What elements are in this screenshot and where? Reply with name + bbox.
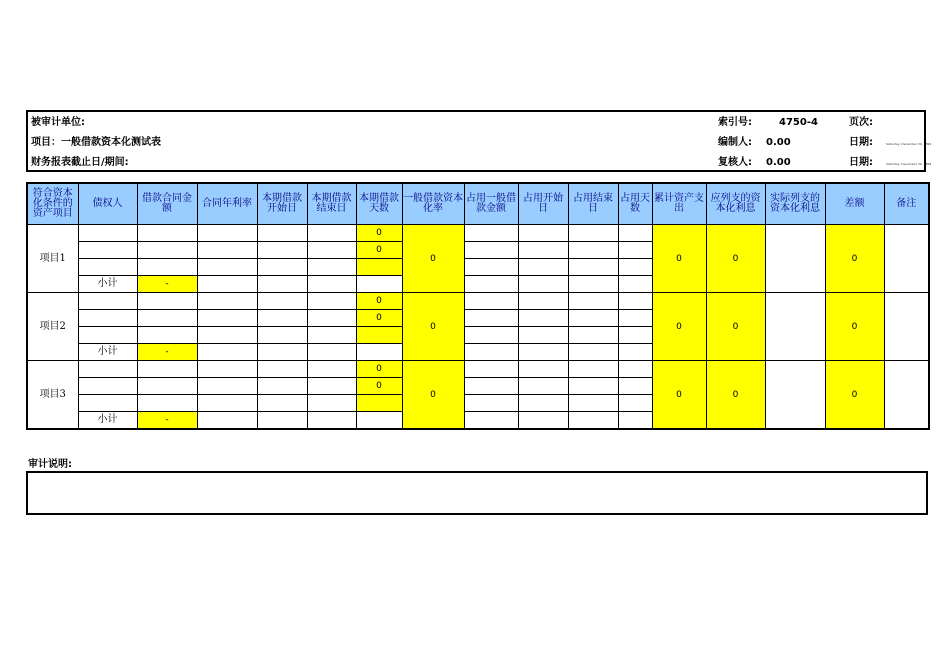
cell-remarks[interactable]: [884, 225, 929, 293]
cell-loan-end[interactable]: [307, 361, 356, 378]
cell-creditor[interactable]: [78, 395, 137, 412]
cell-creditor[interactable]: [78, 327, 137, 344]
cell-occupy-end[interactable]: [568, 293, 618, 310]
cell-occupy-end[interactable]: [568, 327, 618, 344]
cell-contract-amount[interactable]: [137, 310, 197, 327]
col-annual-rate: 合同年利率: [197, 183, 257, 225]
cell-expected-interest[interactable]: 0: [706, 293, 765, 361]
reviewer-value: 0.00: [766, 157, 791, 168]
cell-loan-start[interactable]: [257, 310, 307, 327]
cell-annual-rate[interactable]: [197, 293, 257, 310]
date-value-1: Saturday, December 30, 1899: [886, 142, 932, 146]
table-row: [27, 293, 929, 310]
cell-capitalization-rate[interactable]: 0: [402, 361, 464, 430]
cell-difference[interactable]: 0: [825, 293, 884, 361]
cell-difference[interactable]: 0: [825, 225, 884, 293]
cell-loan-end[interactable]: [307, 412, 356, 430]
cell-loan-days[interactable]: [356, 344, 402, 361]
cell-occupy-end[interactable]: [568, 276, 618, 293]
cell-capitalization-rate[interactable]: 0: [402, 293, 464, 361]
cell-occupy-start[interactable]: [518, 361, 568, 378]
cell-loan-end[interactable]: [307, 259, 356, 276]
cell-expected-interest[interactable]: 0: [706, 225, 765, 293]
cell-occupy-end[interactable]: [568, 395, 618, 412]
subtotal-label: 小计: [78, 412, 137, 430]
cell-occupied-amount[interactable]: [464, 395, 518, 412]
cell-annual-rate[interactable]: [197, 378, 257, 395]
cell-occupy-end[interactable]: [568, 259, 618, 276]
cell-annual-rate[interactable]: [197, 412, 257, 430]
col-difference: 差额: [825, 183, 884, 225]
cell-occupy-start[interactable]: [518, 293, 568, 310]
cell-difference[interactable]: 0: [825, 361, 884, 430]
cell-occupy-end[interactable]: [568, 242, 618, 259]
cell-loan-end[interactable]: [307, 242, 356, 259]
cell-loan-start[interactable]: [257, 242, 307, 259]
col-occupy-end: 占用结束日: [568, 183, 618, 225]
cell-creditor[interactable]: [78, 378, 137, 395]
cell-contract-amount[interactable]: [137, 327, 197, 344]
cell-loan-end[interactable]: [307, 327, 356, 344]
cell-creditor[interactable]: [78, 225, 137, 242]
cell-loan-start[interactable]: [257, 378, 307, 395]
cell-remarks[interactable]: [884, 361, 929, 430]
cell-occupy-start[interactable]: [518, 395, 568, 412]
table-row: [27, 361, 929, 378]
cell-occupied-amount[interactable]: [464, 242, 518, 259]
asset-item-name: 项目3: [27, 361, 78, 430]
cell-occupy-days[interactable]: [618, 310, 652, 327]
col-capitalization-rate: 一般借款资本化率: [402, 183, 464, 225]
cell-occupy-days[interactable]: [618, 344, 652, 361]
cell-annual-rate[interactable]: [197, 276, 257, 293]
cell-actual-interest[interactable]: [765, 225, 825, 293]
cell-loan-days[interactable]: [356, 276, 402, 293]
preparer-label: 编制人:: [718, 137, 752, 148]
subtotal-label: 小计: [78, 276, 137, 293]
cell-contract-amount[interactable]: [137, 259, 197, 276]
cell-occupy-days[interactable]: [618, 361, 652, 378]
cell-loan-end[interactable]: [307, 395, 356, 412]
cell-occupied-amount[interactable]: [464, 310, 518, 327]
cell-occupy-end[interactable]: [568, 378, 618, 395]
date-label-2: 日期:: [849, 157, 873, 168]
cell-loan-days[interactable]: [356, 412, 402, 430]
col-loan-start: 本期借款开始日: [257, 183, 307, 225]
cell-loan-end[interactable]: [307, 276, 356, 293]
asset-item-name: 项目1: [27, 225, 78, 293]
cell-occupy-end[interactable]: [568, 344, 618, 361]
cell-loan-start[interactable]: [257, 327, 307, 344]
cell-occupy-start[interactable]: [518, 310, 568, 327]
col-cumulative-expense: 累计资产支出: [652, 183, 706, 225]
audit-notes-box[interactable]: [26, 471, 928, 515]
col-occupy-days: 占用天数: [618, 183, 652, 225]
cell-loan-start[interactable]: [257, 361, 307, 378]
cell-creditor[interactable]: [78, 242, 137, 259]
col-asset-item: 符合资本化条件的资产项目: [27, 183, 78, 225]
cell-loan-days[interactable]: 0: [356, 361, 402, 378]
table-row: [27, 225, 929, 242]
cell-loan-start[interactable]: [257, 276, 307, 293]
cell-loan-start[interactable]: [257, 395, 307, 412]
project-title: 项目：一般借款资本化测试表: [31, 137, 161, 148]
cell-occupied-amount[interactable]: [464, 276, 518, 293]
col-expected-interest: 应列支的资本化利息: [706, 183, 765, 225]
cell-contract-amount[interactable]: [137, 361, 197, 378]
cell-loan-end[interactable]: [307, 225, 356, 242]
cell-creditor[interactable]: [78, 310, 137, 327]
cell-occupy-days[interactable]: [618, 412, 652, 430]
cell-cumulative-expense[interactable]: 0: [652, 361, 706, 430]
cell-occupy-start[interactable]: [518, 225, 568, 242]
cell-loan-end[interactable]: [307, 344, 356, 361]
col-contract-amount: 借款合同金额: [137, 183, 197, 225]
cell-contract-amount[interactable]: [137, 293, 197, 310]
cell-loan-start[interactable]: [257, 412, 307, 430]
cell-annual-rate[interactable]: [197, 242, 257, 259]
col-occupy-start: 占用开始日: [518, 183, 568, 225]
reviewer-label: 复核人:: [718, 157, 752, 168]
cell-capitalization-rate[interactable]: 0: [402, 225, 464, 293]
cell-loan-start[interactable]: [257, 344, 307, 361]
page-label: 页次:: [849, 117, 873, 128]
table-header-row: [27, 183, 929, 225]
cell-contract-amount[interactable]: [137, 242, 197, 259]
cell-occupy-days[interactable]: [618, 225, 652, 242]
cell-occupied-amount[interactable]: [464, 344, 518, 361]
cell-occupy-days[interactable]: [618, 327, 652, 344]
asset-item-name: 项目2: [27, 293, 78, 361]
cell-occupy-days[interactable]: [618, 259, 652, 276]
cell-occupied-amount[interactable]: [464, 412, 518, 430]
cell-loan-days[interactable]: [356, 259, 402, 276]
col-loan-days: 本期借款天数: [356, 183, 402, 225]
cell-annual-rate[interactable]: [197, 361, 257, 378]
cell-occupy-start[interactable]: [518, 344, 568, 361]
cell-contract-amount[interactable]: [137, 378, 197, 395]
capitalization-test-table: [26, 182, 930, 430]
cell-cumulative-expense[interactable]: 0: [652, 225, 706, 293]
col-creditor: 债权人: [78, 183, 137, 225]
cell-occupied-amount[interactable]: [464, 293, 518, 310]
cell-loan-days[interactable]: [356, 327, 402, 344]
cell-occupy-start[interactable]: [518, 378, 568, 395]
col-remarks: 备注: [884, 183, 929, 225]
subtotal-amount[interactable]: -: [137, 344, 197, 361]
cell-creditor[interactable]: [78, 361, 137, 378]
cell-occupy-days[interactable]: [618, 378, 652, 395]
cell-loan-days[interactable]: 0: [356, 310, 402, 327]
cell-loan-start[interactable]: [257, 225, 307, 242]
cell-occupy-days[interactable]: [618, 293, 652, 310]
cell-occupy-end[interactable]: [568, 361, 618, 378]
date-label-1: 日期:: [849, 137, 873, 148]
cell-creditor[interactable]: [78, 293, 137, 310]
cell-occupy-end[interactable]: [568, 412, 618, 430]
col-occupied-amount: 占用一般借款金额: [464, 183, 518, 225]
cell-occupied-amount[interactable]: [464, 259, 518, 276]
cell-occupy-start[interactable]: [518, 242, 568, 259]
cell-occupy-end[interactable]: [568, 225, 618, 242]
cell-loan-end[interactable]: [307, 293, 356, 310]
cell-occupy-start[interactable]: [518, 327, 568, 344]
cell-loan-days[interactable]: 0: [356, 242, 402, 259]
cell-loan-start[interactable]: [257, 259, 307, 276]
cell-loan-end[interactable]: [307, 310, 356, 327]
index-label: 索引号:: [718, 117, 752, 128]
subtotal-amount[interactable]: -: [137, 276, 197, 293]
col-actual-interest: 实际列支的资本化利息: [765, 183, 825, 225]
audited-unit-label: 被审计单位:: [31, 117, 85, 128]
cell-annual-rate[interactable]: [197, 327, 257, 344]
cell-occupy-days[interactable]: [618, 276, 652, 293]
period-label: 财务报表截止日/期间:: [31, 157, 129, 168]
workpaper-header: [26, 110, 932, 172]
cell-annual-rate[interactable]: [197, 310, 257, 327]
cell-loan-days[interactable]: 0: [356, 225, 402, 242]
cell-occupy-days[interactable]: [618, 242, 652, 259]
cell-creditor[interactable]: [78, 259, 137, 276]
cell-occupy-start[interactable]: [518, 412, 568, 430]
cell-occupy-start[interactable]: [518, 276, 568, 293]
cell-occupy-end[interactable]: [568, 310, 618, 327]
preparer-value: 0.00: [766, 137, 791, 148]
subtotal-label: 小计: [78, 344, 137, 361]
cell-annual-rate[interactable]: [197, 225, 257, 242]
cell-annual-rate[interactable]: [197, 344, 257, 361]
date-value-2: Saturday, December 30, 1899: [886, 162, 932, 166]
cell-occupied-amount[interactable]: [464, 378, 518, 395]
cell-contract-amount[interactable]: [137, 395, 197, 412]
cell-cumulative-expense[interactable]: 0: [652, 293, 706, 361]
cell-remarks[interactable]: [884, 293, 929, 361]
cell-occupy-start[interactable]: [518, 259, 568, 276]
cell-loan-days[interactable]: 0: [356, 378, 402, 395]
cell-annual-rate[interactable]: [197, 259, 257, 276]
subtotal-amount[interactable]: -: [137, 412, 197, 430]
audit-notes-label: 审计说明:: [28, 459, 72, 470]
cell-annual-rate[interactable]: [197, 395, 257, 412]
cell-loan-days[interactable]: 0: [356, 293, 402, 310]
cell-occupied-amount[interactable]: [464, 361, 518, 378]
cell-loan-end[interactable]: [307, 378, 356, 395]
index-value: 4750-4: [779, 117, 818, 128]
cell-actual-interest[interactable]: [765, 361, 825, 430]
cell-occupied-amount[interactable]: [464, 225, 518, 242]
cell-occupied-amount[interactable]: [464, 327, 518, 344]
cell-expected-interest[interactable]: 0: [706, 361, 765, 430]
col-loan-end: 本期借款结束日: [307, 183, 356, 225]
cell-loan-start[interactable]: [257, 293, 307, 310]
cell-loan-days[interactable]: [356, 395, 402, 412]
cell-contract-amount[interactable]: [137, 225, 197, 242]
cell-actual-interest[interactable]: [765, 293, 825, 361]
cell-occupy-days[interactable]: [618, 395, 652, 412]
